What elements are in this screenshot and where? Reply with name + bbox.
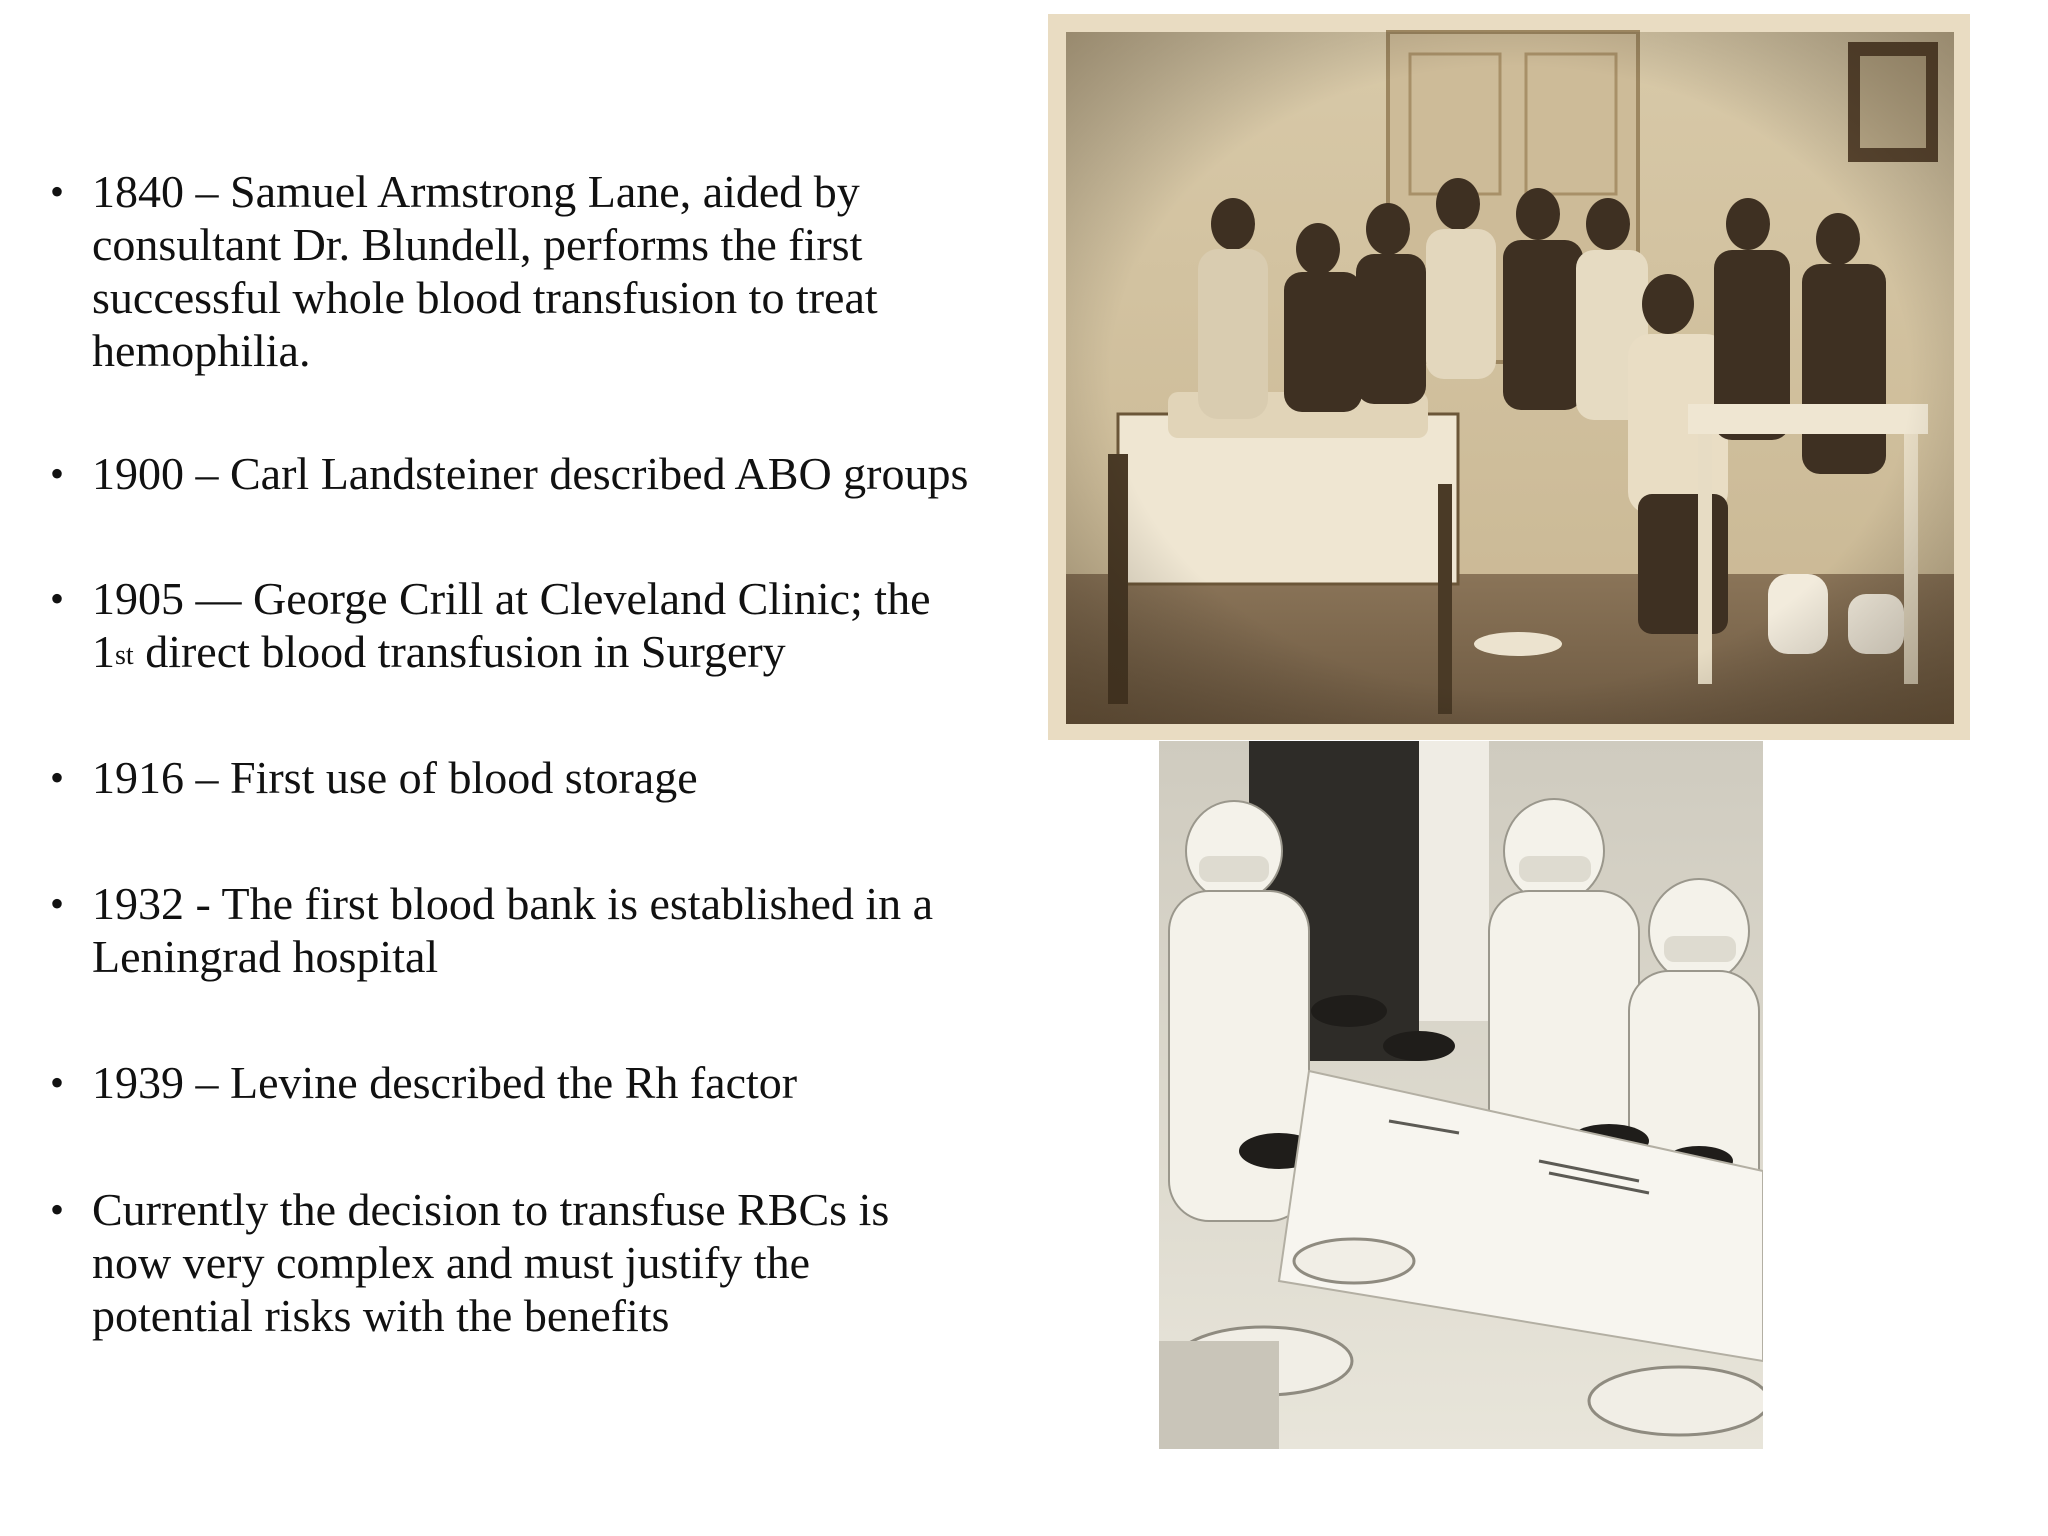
bullet-1932-line-1: 1932 - The first blood bank is established in a	[92, 878, 934, 929]
bullet-1905-line-2	[92, 625, 1056, 678]
bullet-dot: •	[50, 169, 65, 214]
bullet-1840-line-1: 1840 – Samuel Armstrong Lane, aided by	[92, 166, 860, 217]
bullet-1916	[46, 751, 1056, 804]
bullet-current	[46, 1183, 1056, 1342]
bullet-1932-line-2: Leningrad hospital	[92, 931, 439, 982]
bullet-dot: •	[50, 1187, 65, 1232]
surgical-team-photo	[1159, 741, 1763, 1449]
historic-transfusion-photo	[1048, 14, 1970, 740]
bullet-1840	[46, 165, 1056, 377]
bullet-1905-line-1: 1905 — George Crill at Cleveland Clinic; the	[92, 573, 931, 624]
bullet-current-line-2: now very complex and must justify the	[92, 1237, 810, 1288]
bullet-1840-line-2: consultant Dr. Blundell, performs the first	[92, 219, 863, 270]
bullet-1840-line-4: hemophilia.	[92, 325, 311, 376]
bullet-1905-ordinal-number: 1	[92, 626, 115, 677]
bullet-list	[46, 165, 1056, 1414]
bullet-dot: •	[50, 576, 65, 621]
bullet-dot: •	[50, 755, 65, 800]
historic-transfusion-illustration	[1048, 14, 1970, 740]
bullet-1905-line-2-text: direct blood transfusion in Surgery	[133, 626, 786, 677]
bullet-1916-line-1: 1916 – First use of blood storage	[92, 752, 698, 803]
bullet-1905-ordinal-suffix: st	[115, 640, 134, 671]
bullet-1905	[46, 572, 1056, 678]
bullet-1900	[46, 447, 1056, 500]
bullet-1939-line-1: 1939 – Levine described the Rh factor	[92, 1057, 798, 1108]
bullet-1840-line-3: successful whole blood transfusion to treat	[92, 272, 878, 323]
bullet-1939	[46, 1056, 1056, 1109]
bullet-current-line-1: Currently the decision to transfuse RBCs is	[92, 1184, 890, 1235]
bullet-dot: •	[50, 881, 65, 926]
bullet-dot: •	[50, 451, 65, 496]
surgical-team-illustration	[1159, 741, 1763, 1449]
bullet-current-line-3: potential risks with the benefits	[92, 1290, 670, 1341]
bullet-1932	[46, 877, 1056, 983]
bullet-dot: •	[50, 1060, 65, 1105]
bullet-1900-line-1: 1900 – Carl Landsteiner described ABO groups	[92, 448, 969, 499]
